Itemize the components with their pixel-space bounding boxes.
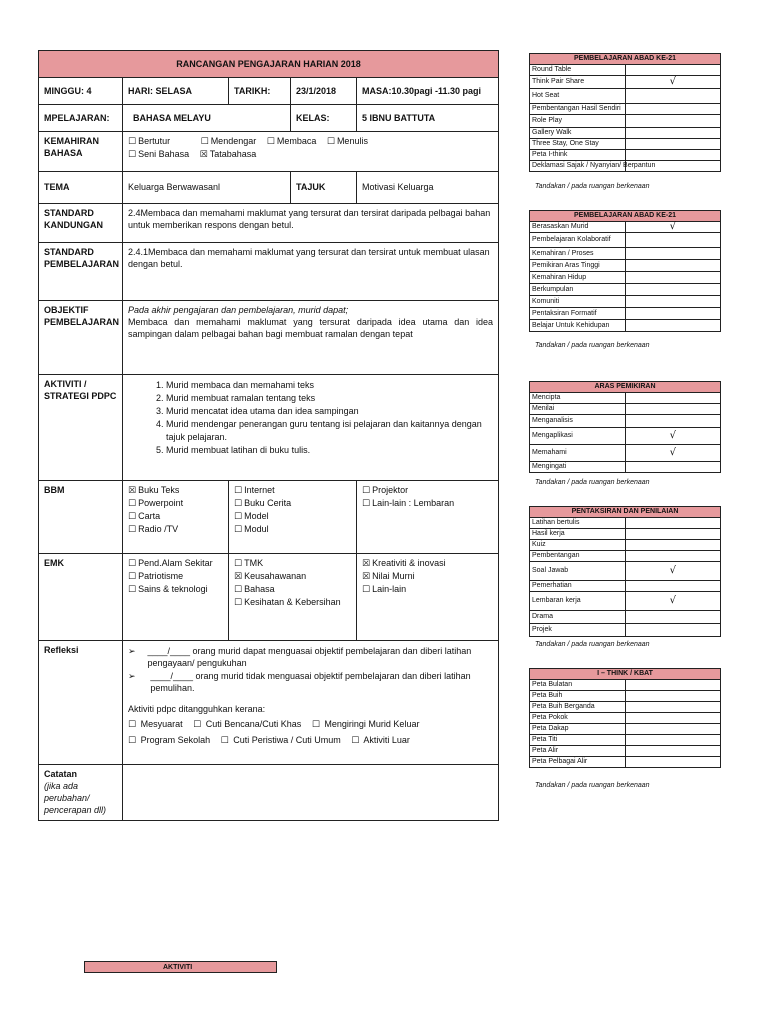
row-label: Hot Seat — [530, 89, 626, 104]
table-row — [530, 104, 721, 115]
row-label: Peta Buih Berganda — [530, 702, 626, 713]
check-cell[interactable] — [625, 581, 721, 592]
row-label: Menganalisis — [530, 415, 626, 428]
row-label: Lembaran kerja — [530, 592, 626, 611]
rph-table — [38, 50, 499, 821]
checkbox-program-sekolah[interactable]: ☐ Program Sekolah — [128, 734, 211, 746]
tajuk-label: TAJUK — [291, 172, 357, 204]
bbm-label: BBM — [39, 481, 123, 554]
check-cell[interactable] — [625, 139, 721, 150]
checkbox-tatabahasa[interactable]: ☒ Tatabahasa — [199, 149, 257, 161]
table-row — [530, 540, 721, 551]
checkbox-cuti-peristiwa[interactable]: ☐ Cuti Peristiwa / Cuti Umum — [220, 734, 341, 746]
aktiviti-footer: AKTIVITI — [84, 961, 277, 973]
emk-col2 — [229, 554, 357, 641]
row-label: Memahami — [530, 445, 626, 462]
checkbox-mendengar[interactable]: ☐ Mendengar — [200, 136, 257, 147]
note-pentaksiran: Tandakan / pada ruangan berkenaan — [535, 641, 650, 648]
table-row — [530, 260, 721, 272]
row-label: Peta Bulatan — [530, 680, 626, 691]
row-label: Gallery Walk — [530, 128, 626, 139]
tema-value: Keluarga Berwawasanl — [123, 172, 291, 204]
checkbox-seni-bahasa[interactable]: ☐ Seni Bahasa — [128, 149, 190, 161]
row-label: Deklamasi Sajak / Nyanyian/ Berpantun — [530, 161, 626, 172]
hari: HARI: SELASA — [123, 78, 229, 105]
table-row — [530, 529, 721, 540]
row-label: Kuiz — [530, 540, 626, 551]
pentaksiran-table — [529, 506, 721, 637]
checkbox-tmk[interactable]: ☐ TMK — [234, 558, 264, 569]
check-cell[interactable] — [625, 462, 721, 473]
minggu: MINGGU: 4 — [39, 78, 123, 105]
check-icon: √ — [669, 595, 676, 606]
check-cell[interactable] — [625, 404, 721, 415]
objektif-text: Membaca dan memahami maklumat yang tersurat daripada idea utama dan idea sampingan dalam pelbagai bahan bagi membuat ramalan dengan tepat — [128, 317, 494, 340]
table-row — [530, 404, 721, 415]
check-cell[interactable] — [625, 624, 721, 637]
checkbox-aktiviti-luar[interactable]: ☐ Aktiviti Luar — [351, 734, 410, 746]
table-row — [530, 611, 721, 624]
checkbox-modul[interactable]: ☐ Modul — [234, 524, 269, 536]
row-label: Peta Pokok — [530, 713, 626, 724]
table-row — [530, 713, 721, 724]
check-cell[interactable] — [625, 128, 721, 139]
checkbox-lain-lain-lembaran[interactable]: ☐ Lain-lain : Lembaran — [362, 498, 455, 510]
emk-col3 — [357, 554, 499, 641]
sk-value: 2.4Membaca dan memahami maklumat yang tersurat dan tersirat daripada pelbagai bahan untuk memberikan respons dengan betul. — [123, 204, 499, 243]
table-row — [530, 65, 721, 76]
table-row — [530, 592, 721, 611]
kelas-value: 5 IBNU BATTUTA — [357, 105, 499, 132]
table-row — [530, 150, 721, 161]
table-row — [530, 757, 721, 768]
check-icon: √ — [669, 565, 676, 576]
check-cell[interactable] — [625, 222, 721, 233]
checkbox-internet[interactable]: ☐ Internet — [234, 485, 275, 496]
checkbox-membaca[interactable]: ☐ Membaca — [266, 136, 317, 147]
check-cell[interactable] — [625, 248, 721, 260]
table-row — [530, 89, 721, 104]
checkbox-pend-alam-sekitar[interactable]: ☐ Pend.Alam Sekitar — [128, 558, 213, 569]
table-row — [530, 445, 721, 462]
checkbox-nilai-murni[interactable]: ☒ Nilai Murni — [362, 571, 415, 583]
refleksi-label: Refleksi — [39, 641, 123, 765]
checkbox-carta[interactable]: ☐ Carta — [128, 511, 161, 523]
check-icon: √ — [669, 447, 676, 458]
table-row — [530, 724, 721, 735]
row-label: Pembelajaran Kolaboratif — [530, 233, 626, 248]
row-label: Pemikiran Aras Tinggi — [530, 260, 626, 272]
check-cell[interactable] — [625, 233, 721, 248]
abad21-table-2 — [529, 210, 721, 332]
row-label: Round Table — [530, 65, 626, 76]
note-abad1: Tandakan / pada ruangan berkenaan — [535, 183, 650, 190]
check-cell[interactable] — [625, 150, 721, 161]
check-cell[interactable] — [625, 115, 721, 128]
check-cell[interactable] — [625, 518, 721, 529]
row-label: Pembentangan — [530, 551, 626, 562]
aktiviti-list — [123, 375, 499, 481]
row-label: Kemahiran Hidup — [530, 272, 626, 284]
check-cell[interactable] — [625, 713, 721, 724]
check-cell[interactable] — [625, 611, 721, 624]
table-row — [530, 128, 721, 139]
table-row — [530, 462, 721, 473]
aras-pemikiran-table — [529, 381, 721, 473]
row-label: Peta I-think — [530, 150, 626, 161]
row-label: Berkumpulan — [530, 284, 626, 296]
check-cell[interactable] — [625, 89, 721, 104]
table-row — [530, 76, 721, 89]
table-row — [530, 581, 721, 592]
arrow-icon: ➢ — [128, 671, 136, 682]
objektif-value — [123, 301, 499, 375]
row-label: Latihan bertulis — [530, 518, 626, 529]
checkbox-lain-lain[interactable]: ☐ Lain-lain — [362, 584, 407, 596]
row-label: Hasil kerja — [530, 529, 626, 540]
table-row — [530, 161, 721, 172]
check-cell[interactable] — [625, 702, 721, 713]
page-title: RANCANGAN PENGAJARAN HARIAN 2018 — [39, 51, 499, 78]
table-row — [530, 308, 721, 320]
check-cell[interactable] — [625, 320, 721, 332]
row-label: Peta Titi — [530, 735, 626, 746]
table-row — [530, 222, 721, 233]
row-label: Berasaskan Murid — [530, 222, 626, 233]
table-row — [530, 702, 721, 713]
table-row — [530, 139, 721, 150]
row-label: Mengaplikasi — [530, 428, 626, 445]
objektif-intro: Pada akhir pengajaran dan pembelajaran, murid dapat; — [128, 305, 349, 315]
checkbox-radio-tv[interactable]: ☐ Radio /TV — [128, 524, 179, 536]
table-row — [530, 551, 721, 562]
table-row — [530, 518, 721, 529]
check-cell[interactable] — [625, 680, 721, 691]
row-label: Pembentangan Hasil Sendiri — [530, 104, 626, 115]
note-ithink: Tandakan / pada ruangan berkenaan — [535, 782, 650, 789]
check-cell[interactable] — [625, 308, 721, 320]
check-cell[interactable] — [625, 562, 721, 581]
aktiviti-item: 2. Murid membuat ramalan tentang teks — [166, 392, 493, 404]
checkbox-mesyuarat[interactable]: ☐ Mesyuarat — [128, 718, 183, 730]
emk-col1 — [123, 554, 229, 641]
bbm-col3 — [357, 481, 499, 554]
emk-label: EMK — [39, 554, 123, 641]
row-label: Think Pair Share — [530, 76, 626, 89]
table-row — [530, 320, 721, 332]
table-row — [530, 428, 721, 445]
check-cell[interactable] — [625, 445, 721, 462]
catatan-sub: (jika ada perubahan/ pencerapan dll) — [44, 781, 107, 816]
mp-label: MPELAJARAN: — [39, 105, 123, 132]
sk-label: STANDARD KANDUNGAN — [39, 204, 123, 243]
checkbox-model[interactable]: ☐ Model — [234, 511, 269, 523]
checkbox-patriotisme[interactable]: ☐ Patriotisme — [128, 571, 184, 583]
row-label: Peta Alir — [530, 746, 626, 757]
check-cell[interactable] — [625, 724, 721, 735]
check-cell[interactable] — [625, 415, 721, 428]
catatan-cell — [39, 765, 123, 821]
aktiviti-label: AKTIVITI / STRATEGI PDPC — [39, 375, 123, 481]
arrow-icon: ➢ — [128, 646, 136, 656]
abad21-table-1 — [529, 53, 721, 172]
tangguh-text: Aktiviti pdpc ditangguhkan kerana: — [128, 703, 266, 714]
row-label: Pemerhatian — [530, 581, 626, 592]
check-cell[interactable] — [625, 393, 721, 404]
check-cell[interactable] — [625, 529, 721, 540]
check-cell[interactable] — [625, 76, 721, 89]
checkbox-bertutur[interactable]: ☐ Bertutur — [128, 136, 171, 147]
table-row — [530, 691, 721, 702]
row-label: Pentaksiran Formatif — [530, 308, 626, 320]
check-cell[interactable] — [625, 428, 721, 445]
abad1-title: PEMBELAJARAN ABAD KE-21 — [530, 54, 721, 65]
note-abad2: Tandakan / pada ruangan berkenaan — [535, 342, 650, 349]
check-cell[interactable] — [625, 284, 721, 296]
aktiviti-item: 3. Murid mencatat idea utama dan idea sampingan — [166, 405, 493, 417]
row-label: Komuniti — [530, 296, 626, 308]
checkbox-bahasa[interactable]: ☐ Bahasa — [234, 584, 275, 596]
refleksi-line-2: ➢ ____/____ orang murid tidak menguasai objektif pembelajaran dan diberi latihan pemulihan. — [128, 671, 471, 694]
checkbox-mengiringi-murid[interactable]: ☐ Mengiringi Murid Keluar — [311, 718, 420, 730]
bbm-col1 — [123, 481, 229, 554]
checkbox-kreativiti-inovasi[interactable]: ☒ Kreativiti & inovasi — [362, 558, 446, 569]
check-cell[interactable] — [625, 735, 721, 746]
table-row — [530, 296, 721, 308]
checkbox-buku-teks[interactable]: ☒ Buku Teks — [128, 485, 180, 496]
table-row — [530, 746, 721, 757]
row-label: Projek — [530, 624, 626, 637]
refleksi-line-1: ➢ ____/____ orang murid dapat menguasai objektif pembelajaran dan diberi latihan pengayaan/ pengukuhan — [128, 646, 472, 669]
table-row — [530, 415, 721, 428]
catatan-label: Catatan — [44, 769, 78, 779]
check-cell[interactable] — [625, 757, 721, 768]
checkbox-buku-cerita[interactable]: ☐ Buku Cerita — [234, 498, 292, 510]
row-label: Role Play — [530, 115, 626, 128]
sp-label: STANDARD PEMBELAJARAN — [39, 243, 123, 301]
table-row — [530, 233, 721, 248]
tema-label: TEMA — [39, 172, 123, 204]
table-row — [530, 680, 721, 691]
bbm-col2 — [229, 481, 357, 554]
check-cell[interactable] — [625, 551, 721, 562]
catatan-value[interactable] — [123, 765, 499, 821]
check-icon: √ — [669, 221, 676, 232]
row-label: Mencipta — [530, 393, 626, 404]
check-cell[interactable] — [625, 691, 721, 702]
checkbox-sains-teknologi[interactable]: ☐ Sains & teknologi — [128, 584, 208, 596]
row-label: Kemahiran / Proses — [530, 248, 626, 260]
check-cell[interactable] — [625, 540, 721, 551]
checkbox-kesihatan-kebersihan[interactable]: ☐ Kesihatan & Kebersihan — [234, 597, 341, 609]
checkbox-powerpoint[interactable]: ☐ Powerpoint — [128, 498, 184, 510]
kelas-label: KELAS: — [291, 105, 357, 132]
table-row — [530, 284, 721, 296]
row-label: Three Stay, One Stay — [530, 139, 626, 150]
checkbox-projektor[interactable]: ☐ Projektor — [362, 485, 409, 496]
table-row — [530, 393, 721, 404]
check-cell[interactable] — [625, 296, 721, 308]
table-row — [530, 248, 721, 260]
kemahiran-options — [123, 132, 499, 172]
table-row — [530, 624, 721, 637]
tarikh-label: TARIKH: — [229, 78, 291, 105]
table-row — [530, 735, 721, 746]
kemahiran-label: KEMAHIRAN BAHASA — [39, 132, 123, 172]
mp-value: BAHASA MELAYU — [123, 105, 291, 132]
row-label: Peta Dakap — [530, 724, 626, 735]
check-icon: √ — [669, 430, 676, 441]
row-label: Peta Buih — [530, 691, 626, 702]
check-cell[interactable] — [625, 746, 721, 757]
row-label: Belajar Untuk Kehidupan — [530, 320, 626, 332]
row-label: Mengingati — [530, 462, 626, 473]
tarikh-value: 23/1/2018 — [291, 78, 357, 105]
row-label: Drama — [530, 611, 626, 624]
row-label: Soal Jawab — [530, 562, 626, 581]
aras-title: ARAS PEMIKIRAN — [530, 382, 721, 393]
check-cell[interactable] — [625, 65, 721, 76]
checkbox-cuti-bencana[interactable]: ☐ Cuti Bencana/Cuti Khas — [193, 718, 302, 730]
pentaksiran-title: PENTAKSIRAN DAN PENILAIAN — [530, 507, 721, 518]
check-cell[interactable] — [625, 592, 721, 611]
check-cell[interactable] — [625, 104, 721, 115]
checkbox-menulis[interactable]: ☐ Menulis — [326, 136, 368, 147]
refleksi-content — [123, 641, 499, 765]
aktiviti-item: 4. Murid mendengar penerangan guru tentang isi pelajaran dan kaitannya dengan tajuk pelajaran. — [166, 418, 493, 442]
row-label: Peta Pelbagai Alir — [530, 757, 626, 768]
ithink-table — [529, 668, 721, 768]
table-row — [530, 562, 721, 581]
note-aras: Tandakan / pada ruangan berkenaan — [535, 479, 650, 486]
tajuk-value: Motivasi Keluarga — [357, 172, 499, 204]
abad2-title: PEMBELAJARAN ABAD KE-21 — [530, 211, 721, 222]
aktiviti-item: 1. Murid membaca dan memahami teks — [166, 379, 493, 391]
masa: MASA:10.30pagi -11.30 pagi — [357, 78, 499, 105]
check-icon: √ — [669, 76, 676, 87]
sp-value: 2.4.1Membaca dan memahami maklumat yang tersurat dan tersirat untuk membuat ulasan dengan betul. — [123, 243, 499, 301]
check-cell[interactable] — [625, 272, 721, 284]
row-label: Menilai — [530, 404, 626, 415]
check-cell[interactable] — [625, 260, 721, 272]
table-row — [530, 115, 721, 128]
objektif-label: OBJEKTIF PEMBELAJARAN — [39, 301, 123, 375]
checkbox-keusahawanan[interactable]: ☒ Keusahawanan — [234, 571, 307, 583]
aktiviti-item: 5. Murid membuat latihan di buku tulis. — [166, 444, 493, 456]
table-row — [530, 272, 721, 284]
ithink-title: I – THINK / KBAT — [530, 669, 721, 680]
